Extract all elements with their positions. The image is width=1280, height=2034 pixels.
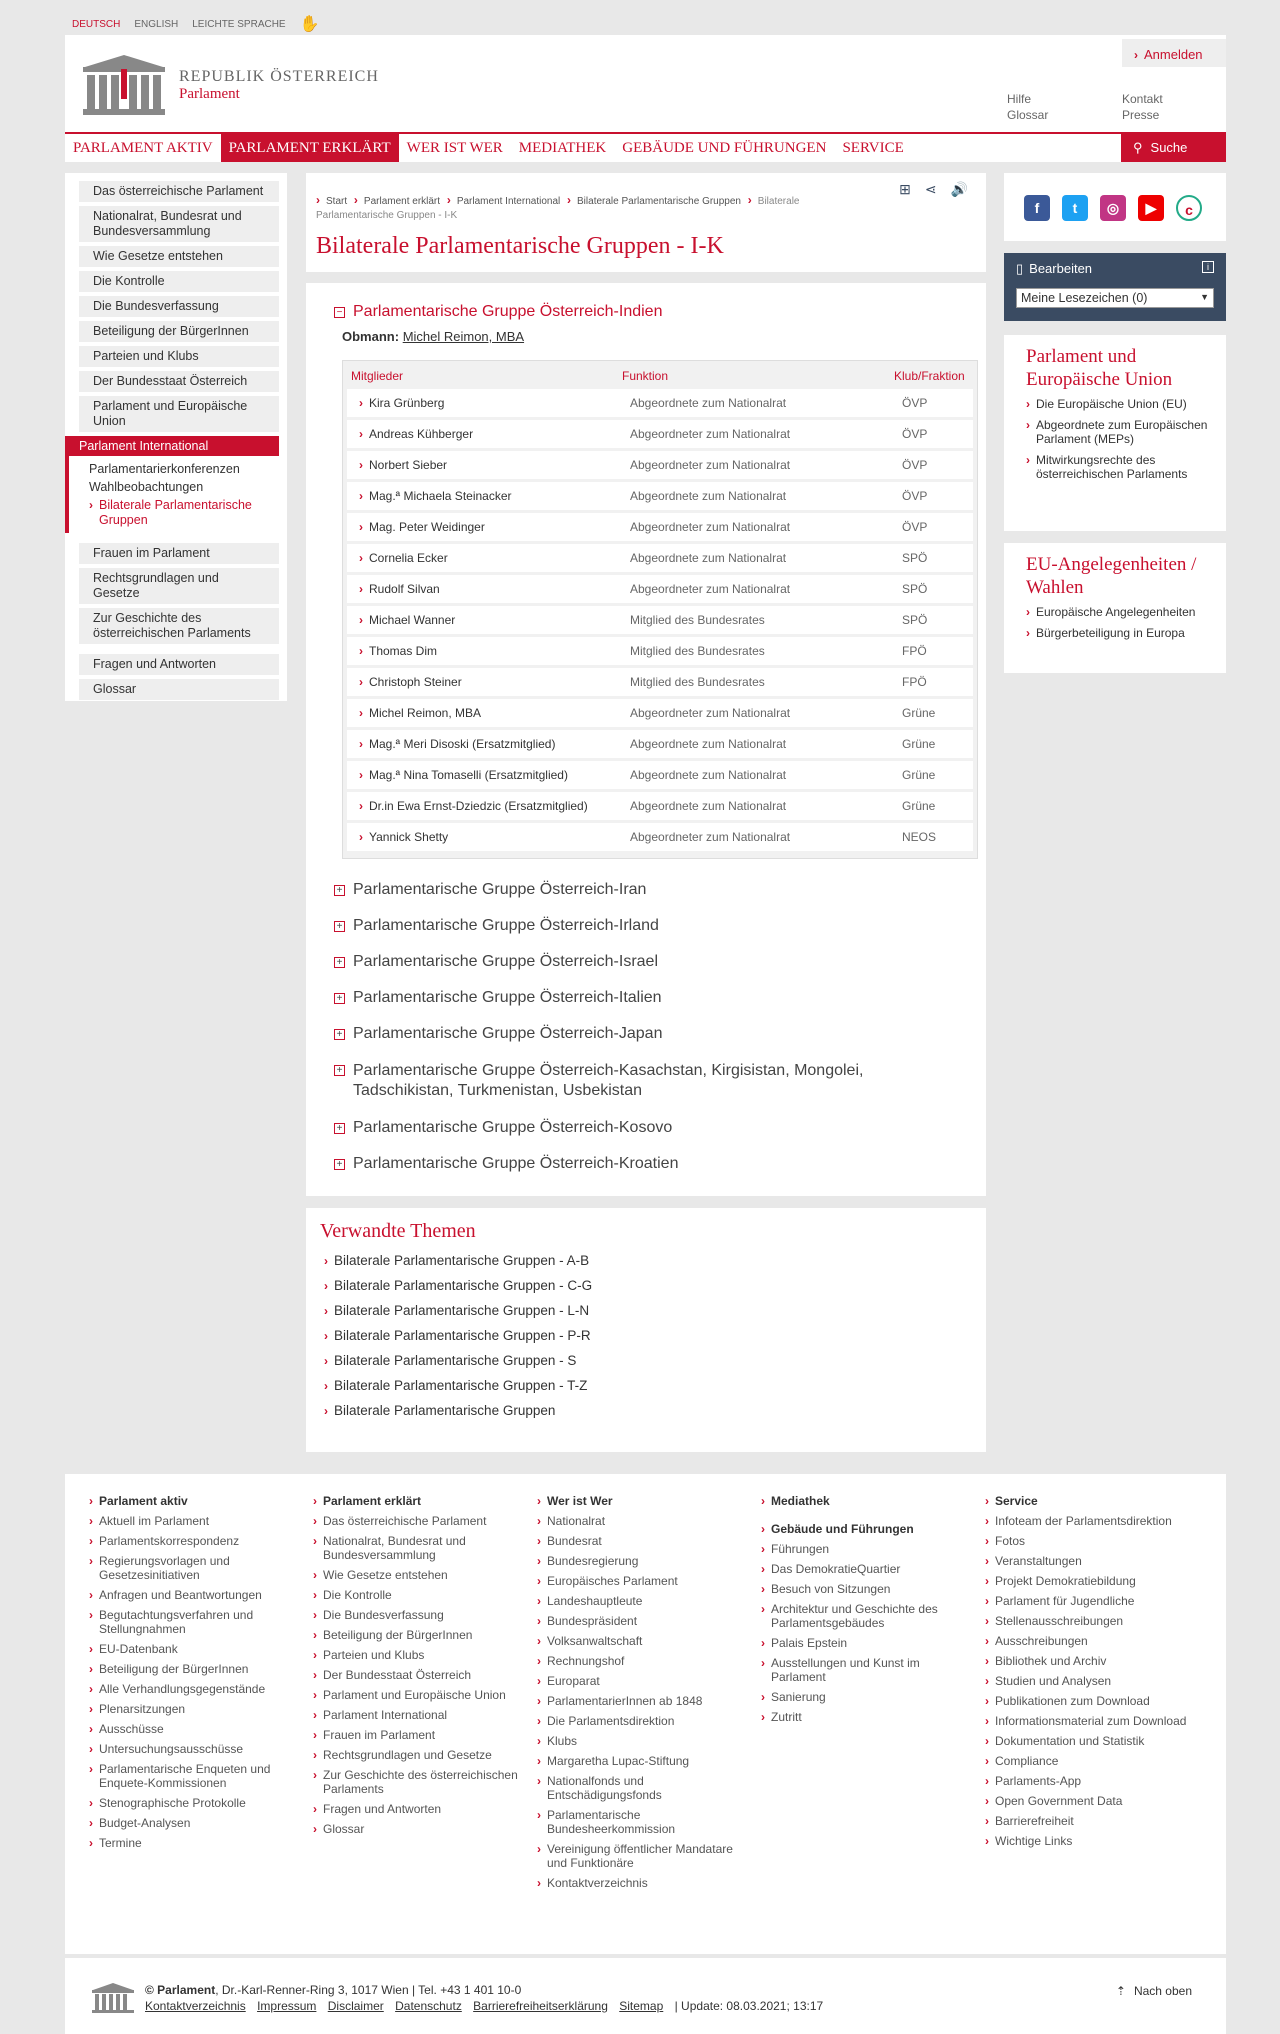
copyright: © Parlament bbox=[145, 1983, 216, 1997]
footer-link[interactable]: › Fotos bbox=[985, 1534, 1026, 1548]
footer-link[interactable]: › Publikationen zum Download bbox=[985, 1694, 1150, 1708]
group-header[interactable]: + Parlamentarische Gruppe Österreich-Israel bbox=[334, 953, 958, 971]
eu2-link[interactable]: › Bürgerbeteiligung in Europa bbox=[1026, 626, 1185, 640]
member-club: ÖVP bbox=[902, 458, 928, 472]
expand-icon: + bbox=[334, 1159, 345, 1170]
app-icon[interactable]: c bbox=[1176, 195, 1202, 221]
member-name[interactable]: › Kira Grünberg bbox=[359, 396, 445, 410]
footer-link[interactable]: › Kontaktverzeichnis bbox=[537, 1876, 648, 1890]
footer-link[interactable]: › Rechnungshof bbox=[537, 1654, 625, 1668]
footer-link[interactable]: › Alle Verhandlungsgegenstände bbox=[89, 1682, 266, 1696]
member-name[interactable]: › Norbert Sieber bbox=[359, 458, 448, 472]
footer-link[interactable]: › Bundespräsident bbox=[537, 1614, 638, 1628]
footer-link[interactable]: › Glossar bbox=[313, 1822, 365, 1836]
expand-icon: + bbox=[334, 921, 345, 932]
related-link[interactable]: › Bilaterale Parlamentarische Gruppen bbox=[324, 1403, 556, 1418]
table-row bbox=[347, 637, 973, 665]
nav-parlament-erklaert[interactable]: PARLAMENT ERKLÄRT bbox=[221, 134, 399, 162]
member-function: Abgeordneter zum Nationalrat bbox=[630, 458, 791, 472]
group-header[interactable]: + Parlamentarische Gruppe Österreich-Italien bbox=[334, 989, 958, 1007]
bookmarks-edit[interactable]: Bearbeiten bbox=[1029, 261, 1093, 276]
eu2-link[interactable]: › Europäische Angelegenheiten bbox=[1026, 605, 1196, 619]
footer-heading[interactable]: › Service bbox=[985, 1494, 1038, 1508]
member-club: ÖVP bbox=[902, 396, 928, 410]
sign-language-icon[interactable]: ✋ bbox=[299, 16, 320, 33]
eu2-box bbox=[1004, 543, 1226, 673]
footer-link[interactable]: › Zutritt bbox=[761, 1710, 802, 1724]
footer-link[interactable]: › Stellenausschreibungen bbox=[985, 1614, 1124, 1628]
related-link[interactable]: › Bilaterale Parlamentarische Gruppen - P-R bbox=[324, 1328, 591, 1343]
related-title: Verwandte Themen bbox=[320, 1220, 476, 1242]
footer-link[interactable]: › Architektur und Geschichte des Parlamentsgebäudes bbox=[761, 1602, 938, 1630]
language-bar bbox=[72, 14, 320, 34]
share-icon[interactable]: ⋖ bbox=[924, 181, 937, 197]
footer-link[interactable]: › Die Parlamentsdirektion bbox=[537, 1714, 675, 1728]
breadcrumb-item[interactable]: Parlament erklärt bbox=[363, 196, 441, 207]
footer-link[interactable]: › Parlamentarische Enqueten und Enquete-Kommissionen bbox=[89, 1762, 271, 1790]
nav-gebaeude[interactable]: GEBÄUDE UND FÜHRUNGEN bbox=[622, 140, 827, 156]
member-name[interactable]: › Yannick Shetty bbox=[359, 830, 449, 844]
member-function: Abgeordnete zum Nationalrat bbox=[630, 396, 787, 410]
member-name[interactable]: › Mag.ª Michaela Steinacker bbox=[359, 489, 512, 503]
footer-link[interactable]: › Die Kontrolle bbox=[313, 1588, 392, 1602]
search-button[interactable]: ⚲ Suche bbox=[1121, 134, 1226, 162]
member-function: Abgeordnete zum Nationalrat bbox=[630, 799, 787, 813]
footer-link[interactable]: › Barrierefreiheit bbox=[985, 1814, 1074, 1828]
footer-link[interactable]: Datenschutz bbox=[395, 1999, 462, 2013]
member-club: Grüne bbox=[902, 706, 936, 720]
footer-link[interactable]: › Studien und Analysen bbox=[985, 1674, 1112, 1688]
member-club: Grüne bbox=[902, 737, 936, 751]
obmann-link[interactable]: Michel Reimon, MBA bbox=[402, 329, 525, 344]
sidebar-item[interactable]: Glossar bbox=[79, 679, 279, 700]
footer-link[interactable]: › Untersuchungsausschüsse bbox=[89, 1742, 244, 1756]
update-info: | Update: 08.03.2021; 13:17 bbox=[674, 1999, 824, 2013]
table-row bbox=[347, 451, 973, 479]
footer-link[interactable]: › Parlamentarische Bundesheerkommission bbox=[537, 1808, 676, 1836]
footer-link[interactable]: › Nationalrat bbox=[537, 1514, 606, 1528]
info-icon[interactable]: i bbox=[1202, 261, 1214, 273]
footer-link[interactable]: › Aktuell im Parlament bbox=[89, 1514, 210, 1528]
sidebar-item[interactable]: Wie Gesetze entstehen bbox=[79, 246, 279, 267]
group-header[interactable]: + Parlamentarische Gruppe Österreich-Japan bbox=[334, 1025, 958, 1043]
group-header[interactable]: + Parlamentarische Gruppe Österreich-Kasachstan, Kirgisistan, Mongolei, Tadschikistan, Turkmenistan, Usbekistan bbox=[334, 1061, 958, 1101]
footer-link[interactable]: › Führungen bbox=[761, 1542, 830, 1556]
footer-link[interactable]: › Fragen und Antworten bbox=[313, 1802, 442, 1816]
related-link[interactable]: › Bilaterale Parlamentarische Gruppen - S bbox=[324, 1353, 577, 1368]
footer-column bbox=[313, 1494, 527, 1934]
footer-link[interactable]: › Frauen im Parlament bbox=[313, 1728, 436, 1742]
sidebar-item[interactable]: Die Bundesverfassung bbox=[79, 296, 279, 317]
lang-de-link[interactable]: DEUTSCH bbox=[72, 18, 121, 30]
nav-wer-ist-wer[interactable]: WER IST WER bbox=[406, 140, 503, 156]
table-row bbox=[347, 823, 973, 851]
table-row bbox=[347, 792, 973, 820]
footer-link[interactable]: › Plenarsitzungen bbox=[89, 1702, 186, 1716]
footer-link[interactable]: › ParlamentarierInnen ab 1848 bbox=[537, 1694, 703, 1708]
group-header-open[interactable]: − Parlamentarische Gruppe Österreich-Indien bbox=[334, 303, 958, 321]
table-row bbox=[347, 420, 973, 448]
read-aloud-icon[interactable]: 🔊 bbox=[950, 181, 968, 197]
related-link[interactable]: › Bilaterale Parlamentarische Gruppen - L-N bbox=[324, 1303, 590, 1318]
member-club: ÖVP bbox=[902, 427, 928, 441]
footer-link[interactable]: › Veranstaltungen bbox=[985, 1554, 1082, 1568]
member-club: Grüne bbox=[902, 799, 936, 813]
member-club: FPÖ bbox=[902, 675, 927, 689]
footer-link[interactable]: › Volksanwaltschaft bbox=[537, 1634, 643, 1648]
sidebar-subitem[interactable]: Wahlbeobachtungen bbox=[89, 480, 204, 494]
member-function: Abgeordneter zum Nationalrat bbox=[630, 706, 791, 720]
footer-link[interactable]: › Projekt Demokratiebildung bbox=[985, 1574, 1136, 1588]
table-row bbox=[347, 730, 973, 758]
table-row bbox=[347, 389, 973, 417]
sidebar-nav bbox=[65, 173, 287, 701]
footer-link[interactable]: › Margaretha Lupac-Stiftung bbox=[537, 1754, 690, 1768]
footer-link[interactable]: › Beteiligung der BürgerInnen bbox=[89, 1662, 249, 1676]
sidebar-item[interactable]: Nationalrat, Bundesrat und Bundesversammlung bbox=[79, 206, 279, 242]
footer-link[interactable]: Sitemap bbox=[619, 1999, 664, 2013]
footer-link[interactable]: › Wichtige Links bbox=[985, 1834, 1073, 1848]
member-function: Abgeordneter zum Nationalrat bbox=[630, 427, 791, 441]
sidebar-item[interactable]: Das österreichische Parlament bbox=[79, 181, 279, 202]
collapse-icon: − bbox=[334, 307, 345, 318]
footer-link[interactable]: › Anfragen und Beantwortungen bbox=[89, 1588, 262, 1602]
expand-icon: + bbox=[334, 957, 345, 968]
footer-link[interactable]: › Ausschüsse bbox=[89, 1722, 164, 1736]
footer-link[interactable]: › Das österreichische Parlament bbox=[313, 1514, 487, 1528]
nav-mediathek[interactable]: MEDIATHEK bbox=[518, 140, 607, 156]
expand-icon: + bbox=[334, 993, 345, 1004]
member-name[interactable]: › Dr.in Ewa Ernst-Dziedzic (Ersatzmitglied) bbox=[359, 799, 588, 813]
footer-column bbox=[761, 1494, 975, 1934]
table-row bbox=[347, 668, 973, 696]
footer-link[interactable]: › Stenographische Protokolle bbox=[89, 1796, 246, 1810]
related-topics bbox=[306, 1208, 986, 1452]
page-tools bbox=[899, 181, 968, 198]
footer-link[interactable]: › Parlament und Europäische Union bbox=[313, 1688, 506, 1702]
footer-link[interactable]: › EU-Datenbank bbox=[89, 1642, 178, 1656]
eu2-box-title: EU-Angelegenheiten / Wahlen bbox=[1026, 554, 1197, 598]
footer-link[interactable]: › Parlament International bbox=[313, 1708, 448, 1722]
footer-link[interactable]: › Sanierung bbox=[761, 1690, 826, 1704]
youtube-icon[interactable]: ▶ bbox=[1138, 195, 1164, 221]
sidebar-item[interactable]: Parlament und Europäische Union bbox=[79, 396, 279, 432]
footer-heading[interactable]: › Parlament erklärt bbox=[313, 1494, 422, 1508]
footer bbox=[65, 1474, 1226, 1954]
footer-link[interactable]: › Europäisches Parlament bbox=[537, 1574, 678, 1588]
member-name[interactable]: › Mag.ª Nina Tomaselli (Ersatzmitglied) bbox=[359, 768, 568, 782]
expand-icon: + bbox=[334, 1029, 345, 1040]
member-function: Abgeordnete zum Nationalrat bbox=[630, 551, 787, 565]
expand-icon: + bbox=[334, 1123, 345, 1134]
member-club: SPÖ bbox=[902, 582, 928, 596]
brand-subtitle: Parlament bbox=[179, 85, 240, 102]
related-link[interactable]: › Bilaterale Parlamentarische Gruppen - T-Z bbox=[324, 1378, 588, 1393]
member-function: Abgeordnete zum Nationalrat bbox=[630, 737, 787, 751]
footer-link[interactable]: › Bundesregierung bbox=[537, 1554, 639, 1568]
footer-link[interactable]: › Infoteam der Parlamentsdirektion bbox=[985, 1514, 1172, 1528]
eu-box bbox=[1004, 335, 1226, 531]
footer-link[interactable]: › Ausschreibungen bbox=[985, 1634, 1088, 1648]
footer-heading[interactable]: › Mediathek bbox=[761, 1494, 830, 1508]
footer-link[interactable]: › Die Bundesverfassung bbox=[313, 1608, 444, 1622]
expand-icon: + bbox=[334, 1065, 345, 1076]
group-list bbox=[306, 283, 986, 1196]
member-name[interactable]: › Rudolf Silvan bbox=[359, 582, 440, 596]
add-bookmark-icon[interactable]: ⊞ bbox=[899, 181, 911, 197]
footer-link[interactable]: › Zur Geschichte des österreichischen Parlaments bbox=[313, 1768, 518, 1796]
footer-link[interactable]: › Parlamentskorrespondenz bbox=[89, 1534, 240, 1548]
table-row bbox=[347, 761, 973, 789]
site-header bbox=[65, 35, 1226, 132]
members-table bbox=[342, 360, 978, 859]
logo[interactable] bbox=[81, 53, 379, 117]
instagram-icon[interactable]: ◎ bbox=[1100, 195, 1126, 221]
parliament-building-icon bbox=[81, 53, 167, 117]
contact-link[interactable]: Kontakt bbox=[1122, 92, 1163, 106]
sidebar-item[interactable]: Der Bundesstaat Österreich bbox=[79, 371, 279, 392]
member-club: ÖVP bbox=[902, 489, 928, 503]
help-link[interactable]: Hilfe bbox=[1007, 92, 1032, 106]
footer-heading[interactable]: › Gebäude und Führungen bbox=[761, 1522, 914, 1536]
login-button[interactable]: › Anmelden bbox=[1122, 39, 1226, 67]
table-row bbox=[347, 699, 973, 727]
obmann-line: Obmann: Michel Reimon, MBA bbox=[342, 329, 525, 344]
member-function: Mitglied des Bundesrates bbox=[630, 675, 765, 689]
member-function: Abgeordneter zum Nationalrat bbox=[630, 830, 791, 844]
group-header[interactable]: + Parlamentarische Gruppe Österreich-Iran bbox=[334, 881, 958, 899]
glossary-link[interactable]: Glossar bbox=[1007, 108, 1049, 122]
footer-heading[interactable]: › Wer ist Wer bbox=[537, 1494, 613, 1508]
member-name[interactable]: › Michel Reimon, MBA bbox=[359, 706, 482, 720]
footer-link[interactable]: › Beteiligung der BürgerInnen bbox=[313, 1628, 473, 1642]
footer-link[interactable]: › Informationsmaterial zum Download bbox=[985, 1714, 1187, 1728]
sidebar-item[interactable]: Parteien und Klubs bbox=[79, 346, 279, 367]
sidebar-item[interactable]: Zur Geschichte des österreichischen Parlaments bbox=[79, 608, 279, 644]
member-name[interactable]: › Mag. Peter Weidinger bbox=[359, 520, 485, 534]
breadcrumb-item[interactable]: Parlament International bbox=[456, 196, 561, 207]
sidebar-item[interactable]: Fragen und Antworten bbox=[79, 654, 279, 675]
footer-link[interactable]: › Ausstellungen und Kunst im Parlament bbox=[761, 1656, 920, 1684]
table-row bbox=[347, 606, 973, 634]
sidebar-subitem-current[interactable]: › Bilaterale Parlamentarische Gruppen bbox=[89, 498, 252, 527]
footer-link[interactable]: › Rechtsgrundlagen und Gesetze bbox=[313, 1748, 492, 1762]
member-name[interactable]: › Thomas Dim bbox=[359, 644, 438, 658]
footer-link[interactable]: › Der Bundesstaat Österreich bbox=[313, 1668, 472, 1682]
member-club: NEOS bbox=[902, 830, 937, 844]
member-name[interactable]: › Andreas Kühberger bbox=[359, 427, 474, 441]
nav-parlament-aktiv[interactable]: PARLAMENT AKTIV bbox=[73, 140, 213, 156]
nav-service[interactable]: SERVICE bbox=[842, 140, 904, 156]
facebook-icon[interactable]: f bbox=[1024, 195, 1050, 221]
footer-link[interactable]: Disclaimer bbox=[327, 1999, 384, 2013]
sidebar-subnav bbox=[65, 456, 279, 533]
breadcrumb: › Start › Parlament erklärt › Parlament International › Bilaterale Parlamentarische Gruppen › Bilaterale Parlamentarische Gruppen - I-K bbox=[316, 193, 800, 221]
social-links bbox=[1004, 173, 1226, 241]
member-club: SPÖ bbox=[902, 613, 928, 627]
footer-link[interactable]: › Parlament für Jugendliche bbox=[985, 1594, 1135, 1608]
page-title: Bilaterale Parlamentarische Gruppen - I-K bbox=[316, 233, 724, 259]
expand-icon: + bbox=[334, 885, 345, 896]
footer-link[interactable]: › Landeshauptleute bbox=[537, 1594, 643, 1608]
eu-box-title: Parlament und Europäische Union bbox=[1026, 346, 1173, 390]
member-function: Mitglied des Bundesrates bbox=[630, 613, 765, 627]
bookmarks-select[interactable]: Meine Lesezeichen (0) ▼ bbox=[1016, 288, 1214, 308]
brand-name: REPUBLIK ÖSTERREICH bbox=[179, 67, 379, 85]
breadcrumb-item[interactable]: Start bbox=[326, 196, 348, 207]
member-name[interactable]: › Christoph Steiner bbox=[359, 675, 462, 689]
member-function: Abgeordneter zum Nationalrat bbox=[630, 520, 791, 534]
eu-link[interactable]: › Die Europäische Union (EU) bbox=[1026, 397, 1187, 411]
sidebar-item-active[interactable]: Parlament International bbox=[65, 436, 279, 456]
twitter-icon[interactable]: t bbox=[1062, 195, 1088, 221]
footer-link[interactable]: › Budget-Analysen bbox=[89, 1816, 191, 1830]
member-name[interactable]: › Cornelia Ecker bbox=[359, 551, 448, 565]
footer-heading[interactable]: › Parlament aktiv bbox=[89, 1494, 188, 1508]
utility-links bbox=[1007, 92, 1202, 122]
footer-link[interactable]: › Compliance bbox=[985, 1754, 1059, 1768]
member-function: Abgeordnete zum Nationalrat bbox=[630, 768, 787, 782]
related-link[interactable]: › Bilaterale Parlamentarische Gruppen - C-G bbox=[324, 1278, 593, 1293]
sidebar-item[interactable]: Rechtsgrundlagen und Gesetze bbox=[79, 568, 279, 604]
footer-link[interactable]: › Open Government Data bbox=[985, 1794, 1123, 1808]
footer-link[interactable]: › Begutachtungsverfahren und Stellungnahmen bbox=[89, 1608, 254, 1636]
table-row bbox=[347, 482, 973, 510]
footer-column bbox=[89, 1494, 303, 1934]
group-header[interactable]: + Parlamentarische Gruppe Österreich-Kosovo bbox=[334, 1119, 958, 1137]
footer-link[interactable]: › Vereinigung öffentlicher Mandatare und Funktionäre bbox=[537, 1842, 733, 1870]
group-header[interactable]: + Parlamentarische Gruppe Österreich-Irland bbox=[334, 917, 958, 935]
footer-link[interactable]: › Europarat bbox=[537, 1674, 600, 1688]
sidebar-subitem[interactable]: Parlamentarierkonferenzen bbox=[89, 462, 240, 476]
sidebar-item[interactable]: Frauen im Parlament bbox=[79, 543, 279, 564]
member-function: Abgeordneter zum Nationalrat bbox=[630, 582, 791, 596]
table-header: Mitglieder Funktion Klub/Fraktion bbox=[351, 369, 965, 383]
bookmark-icon: ▯ bbox=[1016, 261, 1024, 276]
member-name[interactable]: › Michael Wanner bbox=[359, 613, 456, 627]
sidebar-item[interactable]: Beteiligung der BürgerInnen bbox=[79, 321, 279, 342]
back-to-top-link[interactable]: ⇡ Nach oben bbox=[1115, 1984, 1192, 1998]
parliament-small-icon bbox=[91, 1982, 135, 2014]
eu-link[interactable]: › Mitwirkungsrechte des österreichischen Parlaments bbox=[1026, 453, 1188, 481]
bottom-bar bbox=[65, 1958, 1226, 2034]
footer-link[interactable]: › Bibliothek und Archiv bbox=[985, 1654, 1107, 1668]
footer-link[interactable]: › Besuch von Sitzungen bbox=[761, 1582, 891, 1596]
footer-column bbox=[537, 1494, 751, 1934]
press-link[interactable]: Presse bbox=[1122, 108, 1160, 122]
footer-link[interactable]: › Wie Gesetze entstehen bbox=[313, 1568, 448, 1582]
table-row bbox=[347, 575, 973, 603]
footer-link[interactable]: › Regierungsvorlagen und Gesetzesinitiativen bbox=[89, 1554, 230, 1582]
eu-link[interactable]: › Abgeordnete zum Europäischen Parlament (MEPs) bbox=[1026, 418, 1208, 446]
title-panel bbox=[306, 173, 986, 272]
footer-link[interactable]: › Klubs bbox=[537, 1734, 578, 1748]
footer-link[interactable]: › Termine bbox=[89, 1836, 142, 1850]
footer-link[interactable]: › Bundesrat bbox=[537, 1534, 602, 1548]
table-row bbox=[347, 513, 973, 541]
footer-link[interactable]: › Palais Epstein bbox=[761, 1636, 848, 1650]
table-row bbox=[347, 544, 973, 572]
footer-link[interactable]: Kontaktverzeichnis bbox=[145, 1999, 246, 2013]
breadcrumb-current: Bilaterale Parlamentarische Gruppen - I-K bbox=[316, 196, 800, 221]
footer-link[interactable]: › Nationalrat, Bundesrat und Bundesversammlung bbox=[313, 1534, 466, 1562]
related-link[interactable]: › Bilaterale Parlamentarische Gruppen - A-B bbox=[324, 1253, 590, 1268]
member-name[interactable]: › Mag.ª Meri Disoski (Ersatzmitglied) bbox=[359, 737, 556, 751]
address: , Dr.-Karl-Renner-Ring 3, 1017 Wien | Tel. +43 1 401 10-0 bbox=[215, 1983, 522, 1997]
footer-link[interactable]: › Dokumentation und Statistik bbox=[985, 1734, 1145, 1748]
main-nav bbox=[65, 132, 1226, 162]
footer-link[interactable]: › Nationalfonds und Entschädigungsfonds bbox=[537, 1774, 662, 1802]
member-function: Mitglied des Bundesrates bbox=[630, 644, 765, 658]
lang-en-link[interactable]: ENGLISH bbox=[134, 18, 179, 30]
arrow-up-icon: ⇡ bbox=[1115, 1984, 1126, 1998]
member-club: FPÖ bbox=[902, 644, 927, 658]
footer-link[interactable]: › Parlaments-App bbox=[985, 1774, 1082, 1788]
footer-link[interactable]: Barrierefreiheitserklärung bbox=[473, 1999, 608, 2013]
lang-easy-link[interactable]: LEICHTE SPRACHE bbox=[192, 18, 286, 30]
member-club: SPÖ bbox=[902, 551, 928, 565]
member-club: ÖVP bbox=[902, 520, 928, 534]
footer-column bbox=[985, 1494, 1199, 1934]
footer-link[interactable]: › Das DemokratieQuartier bbox=[761, 1562, 901, 1576]
breadcrumb-item[interactable]: Bilaterale Parlamentarische Gruppen bbox=[577, 196, 741, 207]
search-icon: ⚲ bbox=[1133, 140, 1143, 155]
member-function: Abgeordnete zum Nationalrat bbox=[630, 489, 787, 503]
member-club: Grüne bbox=[902, 768, 936, 782]
bookmarks-panel bbox=[1004, 253, 1226, 321]
group-header[interactable]: + Parlamentarische Gruppe Österreich-Kroatien bbox=[334, 1155, 958, 1173]
sidebar-item[interactable]: Die Kontrolle bbox=[79, 271, 279, 292]
footer-link[interactable]: › Parteien und Klubs bbox=[313, 1648, 425, 1662]
footer-link[interactable]: Impressum bbox=[257, 1999, 317, 2013]
